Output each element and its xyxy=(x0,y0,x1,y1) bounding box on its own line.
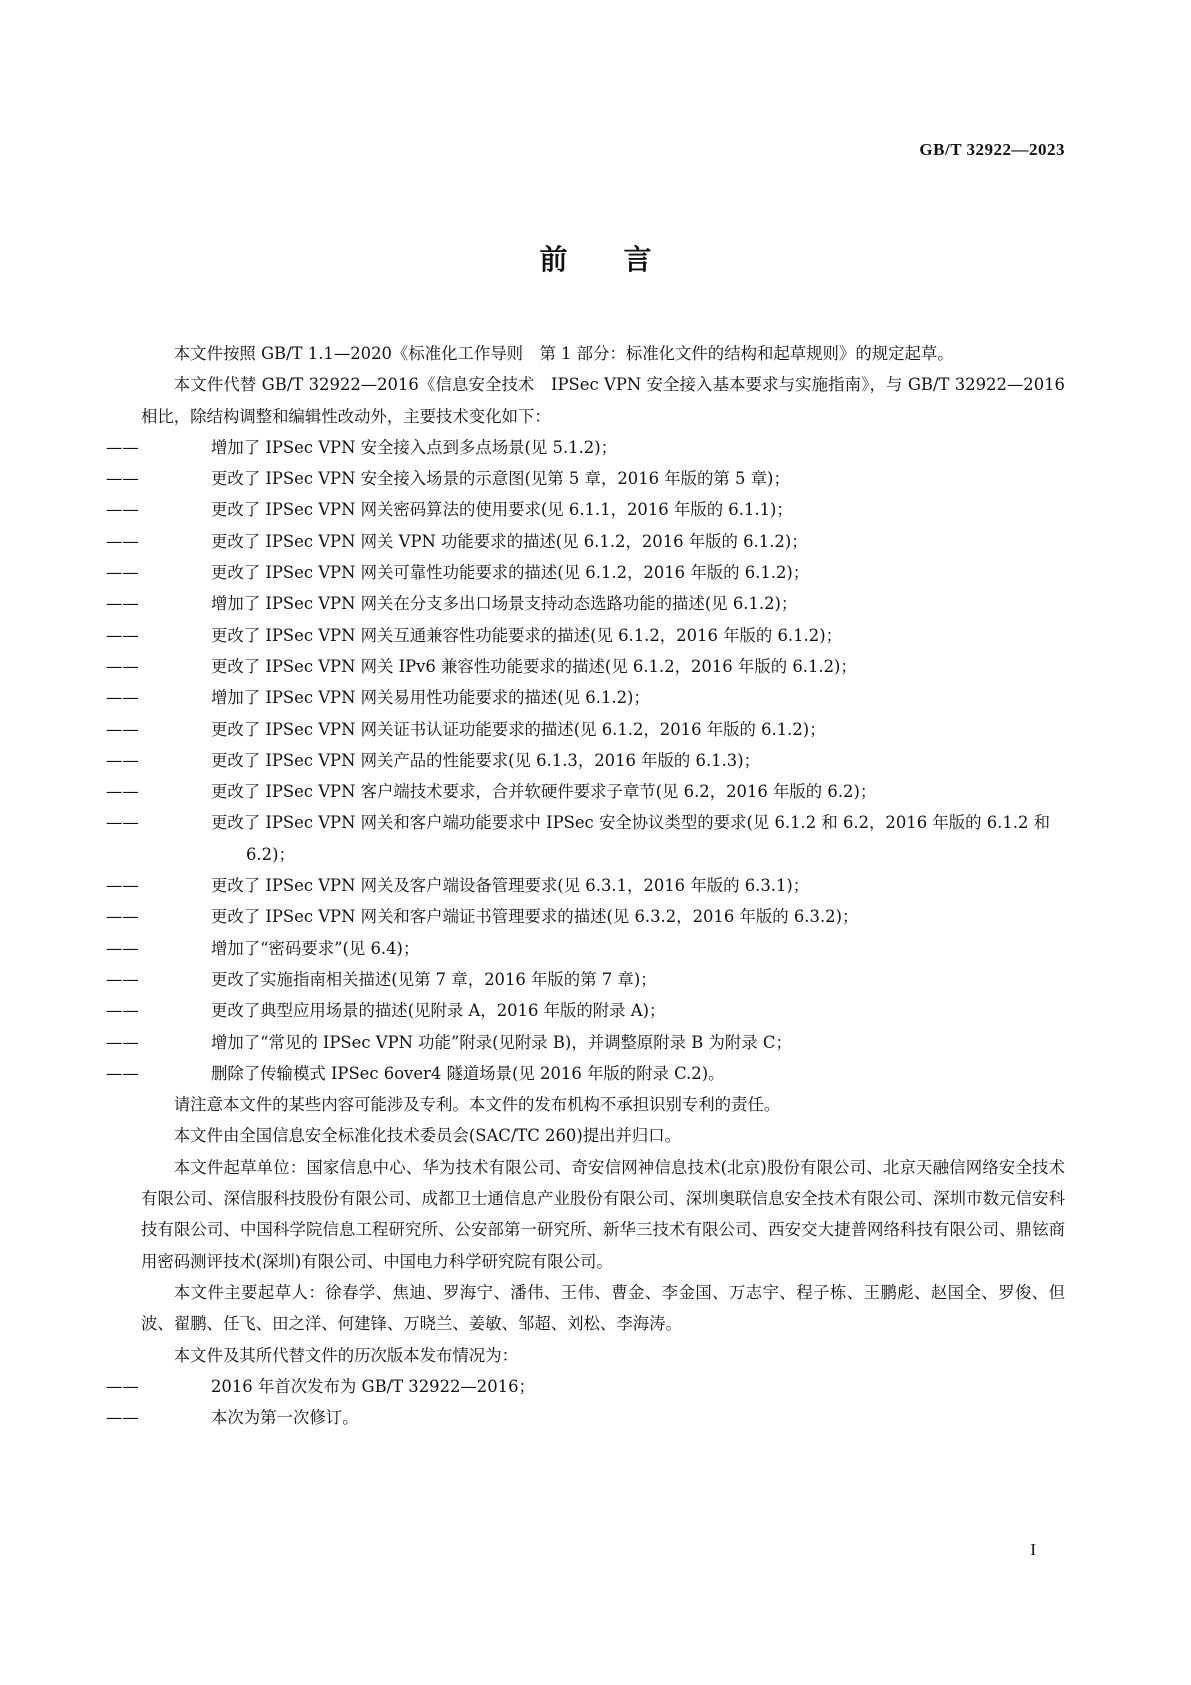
list-item: —— 本次为第一次修订。 xyxy=(176,1402,1065,1433)
list-item: —— 增加了 IPSec VPN 安全接入点到多点场景(见 5.1.2)； xyxy=(176,432,1065,463)
list-item: —— 增加了 IPSec VPN 网关在分支多出口场景支持动态选路功能的描述(见 6.1.2)； xyxy=(176,588,1065,619)
history-list xyxy=(106,1371,1065,1434)
paragraph-drafting-units: 本文件起草单位：国家信息中心、华为技术有限公司、奇安信网神信息技术(北京)股份有限公司、北京天融信网络安全技术有限公司、深信服科技股份有限公司、成都卫士通信息产业股份有限公司、深圳奥联信息安全技术有限公司、深圳市数元信安科技有限公司、中国科学院信息工程研究所、公安部第一研究所、新华三技术有限公司、西安交大捷普网络科技有限公司、鼎铉商用密码测评技术(深圳)有限公司、中国电力科学研究院有限公司。 xyxy=(141,1157,1065,1271)
dash-mark: —— xyxy=(106,437,139,457)
list-item: —— 更改了 IPSec VPN 网关产品的性能要求(见 6.1.3，2016 年版的 6.1.3)； xyxy=(176,745,1065,776)
dash-mark: —— xyxy=(106,1032,139,1052)
list-item: —— 增加了“常见的 IPSec VPN 功能”附录(见附录 B)，并调整原附录 B 为附录 C； xyxy=(176,1027,1065,1058)
paragraph-history-intro: 本文件及其所代替文件的历次版本发布情况为： xyxy=(173,1345,518,1365)
list-item: —— 更改了 IPSec VPN 网关和客户端证书管理要求的描述(见 6.3.2，2016 年版的 6.3.2)； xyxy=(176,901,1065,932)
dash-mark: —— xyxy=(106,907,139,927)
page-number: I xyxy=(1030,1540,1036,1559)
dash-mark: —— xyxy=(106,656,139,676)
dash-mark: —— xyxy=(106,1376,139,1396)
list-item: —— 更改了典型应用场景的描述(见附录 A，2016 年版的附录 A)； xyxy=(176,995,1065,1026)
dash-mark: —— xyxy=(106,1001,139,1021)
dash-mark: —— xyxy=(106,688,139,708)
dash-mark: —— xyxy=(106,563,139,583)
list-item: —— 更改了 IPSec VPN 安全接入场景的示意图(见第 5 章，2016 年版的第 5 章)； xyxy=(176,463,1065,494)
dash-mark: —— xyxy=(106,813,139,833)
dash-mark: —— xyxy=(106,500,139,520)
dash-mark: —— xyxy=(106,531,139,551)
list-item: —— 更改了 IPSec VPN 网关 VPN 功能要求的描述(见 6.1.2，2016 年版的 6.1.2)； xyxy=(176,526,1065,557)
paragraph-drafters: 本文件主要起草人：徐春学、焦迪、罗海宁、潘伟、王伟、曹金、李金国、万志宇、程子栋、王鹏彪、赵国全、罗俊、但波、翟鹏、任飞、田之洋、何建锋、万晓兰、姜敏、邹超、刘松、李海涛。 xyxy=(141,1282,1065,1334)
dash-mark: —— xyxy=(106,719,139,739)
list-item: —— 2016 年首次发布为 GB/T 32922—2016； xyxy=(176,1371,1065,1402)
list-item: —— 更改了 IPSec VPN 客户端技术要求，合并软硬件要求子章节(见 6.2，2016 年版的 6.2)； xyxy=(176,776,1065,807)
dash-mark: —— xyxy=(106,469,139,489)
list-item: —— 删除了传输模式 IPSec 6over4 隧道场景(见 2016 年版的附录 C.2)。 xyxy=(176,1058,1065,1089)
paragraph-drafting-rules: 本文件按照 GB/T 1.1—2020《标准化工作导则 第 1 部分：标准化文件的结构和起草规则》的规定起草。 xyxy=(173,344,954,363)
list-item: —— 更改了 IPSec VPN 网关可靠性功能要求的描述(见 6.1.2，2016 年版的 6.1.2)； xyxy=(176,557,1065,588)
dash-mark: —— xyxy=(106,782,139,802)
dash-mark: —— xyxy=(106,876,139,896)
paragraph-replaces: 本文件代替 GB/T 32922—2016《信息安全技术 IPSec VPN 安全接入基本要求与实施指南》，与 GB/T 32922—2016 相比，除结构调整和编辑性改动外，主要技术变化如下： xyxy=(141,375,1065,426)
dash-mark: —— xyxy=(106,594,139,614)
preface-body xyxy=(106,338,1065,1433)
paragraph-patent-notice: 请注意本文件的某些内容可能涉及专利。本文件的发布机构不承担识别专利的责任。 xyxy=(173,1095,781,1115)
standard-number: GB/T 32922—2023 xyxy=(919,140,1065,159)
list-item: —— 更改了 IPSec VPN 网关密码算法的使用要求(见 6.1.1，2016 年版的 6.1.1)； xyxy=(176,494,1065,525)
dash-mark: —— xyxy=(106,1408,139,1428)
list-item: —— 更改了 IPSec VPN 网关和客户端功能要求中 IPSec 安全协议类型的要求(见 6.1.2 和 6.2，2016 年版的 6.1.2 和 6.2)； xyxy=(176,807,1065,870)
dash-mark: —— xyxy=(106,938,139,958)
list-item: —— 更改了 IPSec VPN 网关证书认证功能要求的描述(见 6.1.2，2016 年版的 6.1.2)； xyxy=(176,714,1065,745)
dash-mark: —— xyxy=(106,969,139,989)
dash-mark: —— xyxy=(106,1063,139,1083)
changes-list xyxy=(106,432,1065,1089)
list-item: —— 增加了 IPSec VPN 网关易用性功能要求的描述(见 6.1.2)； xyxy=(176,682,1065,713)
list-item: —— 更改了 IPSec VPN 网关及客户端设备管理要求(见 6.3.1，2016 年版的 6.3.1)； xyxy=(176,870,1065,901)
list-item: —— 增加了“密码要求”(见 6.4)； xyxy=(176,933,1065,964)
list-item: —— 更改了 IPSec VPN 网关互通兼容性功能要求的描述(见 6.1.2，2016 年版的 6.1.2)； xyxy=(176,620,1065,651)
page-title: 前言 xyxy=(539,243,708,276)
list-item: —— 更改了 IPSec VPN 网关 IPv6 兼容性功能要求的描述(见 6.1.2，2016 年版的 6.1.2)； xyxy=(176,651,1065,682)
paragraph-proposer: 本文件由全国信息安全标准化技术委员会(SAC/TC 260)提出并归口。 xyxy=(173,1126,682,1146)
list-item: —— 更改了实施指南相关描述(见第 7 章，2016 年版的第 7 章)； xyxy=(176,964,1065,995)
dash-mark: —— xyxy=(106,625,139,645)
dash-mark: —— xyxy=(106,750,139,770)
